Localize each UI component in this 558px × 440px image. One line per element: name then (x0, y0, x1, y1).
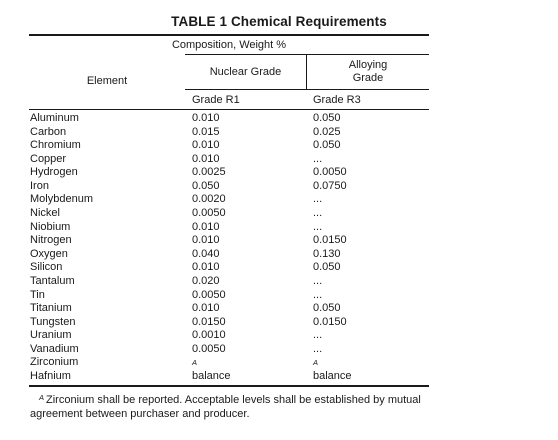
element-cell: Silicon (30, 261, 63, 274)
grade-r1-cell: 0.0050 (192, 207, 226, 220)
table-row (0, 275, 558, 289)
element-cell: Vanadium (30, 342, 79, 355)
table-row (0, 180, 558, 194)
composition-rule (185, 54, 429, 55)
top-rule (29, 34, 429, 36)
table-row (0, 139, 558, 153)
footnote-ref: A (313, 358, 319, 368)
grade-r1-cell: 0.010 (192, 302, 220, 315)
table-row (0, 248, 558, 262)
grade-r1-cell: 0.010 (192, 112, 220, 124)
table-row (0, 207, 558, 221)
grade-r1-cell: 0.010 (192, 220, 220, 233)
grade-r3-cell: 0.050 (313, 139, 341, 152)
grade-r1-cell: 0.0050 (192, 288, 226, 301)
element-cell: Nickel (30, 207, 60, 220)
grade-r1-cell: 0.020 (192, 274, 220, 287)
element-cell: Tungsten (30, 315, 76, 328)
grade-r3-cell: 0.0750 (313, 179, 347, 192)
table-row (0, 302, 558, 316)
grade-r1-cell: 0.010 (192, 139, 220, 152)
grade-r1-cell: 0.040 (192, 247, 220, 260)
grade-r1-cell: 0.0050 (192, 342, 226, 355)
element-cell: Aluminum (30, 112, 79, 124)
footnote-text: Zirconium shall be reported. Acceptable levels shall be established by mutual agreement between purchaser and producer. (30, 394, 421, 420)
element-cell: Copper (30, 152, 67, 165)
grade-r3-cell: ... (313, 193, 323, 206)
grade-r3-cell: ... (313, 329, 323, 342)
table-row (0, 261, 558, 275)
element-header: Element (86, 75, 128, 87)
grade-r3-header: Grade R3 (313, 94, 361, 106)
element-cell: Tin (30, 288, 45, 301)
grade-r3-cell: 0.025 (313, 125, 341, 138)
grade-r3-cell: 0.050 (313, 302, 341, 315)
table-row (0, 166, 558, 180)
composition-header: Composition, Weight % (171, 39, 287, 51)
table-row (0, 316, 558, 330)
grade-r3-cell: 0.0150 (313, 315, 347, 328)
footnote (30, 391, 435, 421)
element-cell: Uranium (30, 329, 72, 342)
grade-r3-cell: ... (313, 274, 323, 287)
element-cell: Carbon (30, 125, 67, 138)
nuclear-grade-header: Nuclear Grade (209, 66, 282, 78)
grade-r1-cell: 0.015 (192, 125, 220, 138)
bottom-rule (29, 385, 429, 387)
grade-r3-cell: ... (313, 207, 323, 220)
grade-rule (185, 89, 429, 90)
table-row (0, 126, 558, 140)
table-row (0, 329, 558, 343)
grade-r1-cell: 0.010 (192, 234, 220, 247)
grade-r1-cell: 0.0150 (192, 315, 226, 328)
alloying-grade-header-line1: Alloying (348, 59, 388, 71)
grade-r1-cell: 0.050 (192, 179, 220, 192)
element-cell: Tantalum (30, 274, 75, 287)
table-body (0, 112, 558, 384)
grade-r3-cell: 0.0150 (313, 234, 347, 247)
grade-r3-cell: ... (313, 152, 323, 165)
grade-r3-cell: balance (313, 369, 352, 382)
element-cell: Zirconium (30, 356, 79, 369)
grade-r3-cell: ... (313, 342, 323, 355)
grade-r3-cell: 0.0050 (313, 166, 347, 179)
element-cell: Nitrogen (30, 234, 72, 247)
grade-r1-cell: 0.0025 (192, 166, 226, 179)
grade-r3-cell: 0.050 (313, 112, 341, 124)
header-bottom-rule (29, 109, 429, 110)
grade-r3-cell: ... (313, 220, 323, 233)
grade-r1-cell: 0.010 (192, 152, 220, 165)
grade-r3-cell: ... (313, 288, 323, 301)
grade-r1-cell: 0.0010 (192, 329, 226, 342)
element-cell: Iron (30, 179, 49, 192)
grade-r1-cell: 0.010 (192, 261, 220, 274)
table-row (0, 153, 558, 167)
table-row (0, 343, 558, 357)
table-row (0, 221, 558, 235)
element-cell: Chromium (30, 139, 81, 152)
table-row (0, 289, 558, 303)
element-cell: Molybdenum (30, 193, 93, 206)
element-cell: Hafnium (30, 369, 71, 382)
footnote-ref: A (192, 358, 198, 368)
table-title: TABLE 1 Chemical Requirements (171, 14, 387, 29)
grade-r3-cell: 0.050 (313, 261, 341, 274)
element-cell: Hydrogen (30, 166, 78, 179)
element-cell: Niobium (30, 220, 71, 233)
footnote-mark: A (39, 393, 45, 402)
table-row (0, 193, 558, 207)
element-cell: Titanium (30, 302, 72, 315)
table-row (0, 234, 558, 248)
grade-r1-header: Grade R1 (192, 94, 240, 106)
grade-r3-cell: 0.130 (313, 247, 341, 260)
table-row (0, 112, 558, 126)
alloying-grade-header-line2: Grade (352, 72, 384, 84)
element-cell: Oxygen (30, 247, 68, 260)
table-row (0, 356, 558, 370)
table-row (0, 370, 558, 384)
grade-r1-cell: 0.0020 (192, 193, 226, 206)
grade-r1-cell: balance (192, 369, 231, 382)
